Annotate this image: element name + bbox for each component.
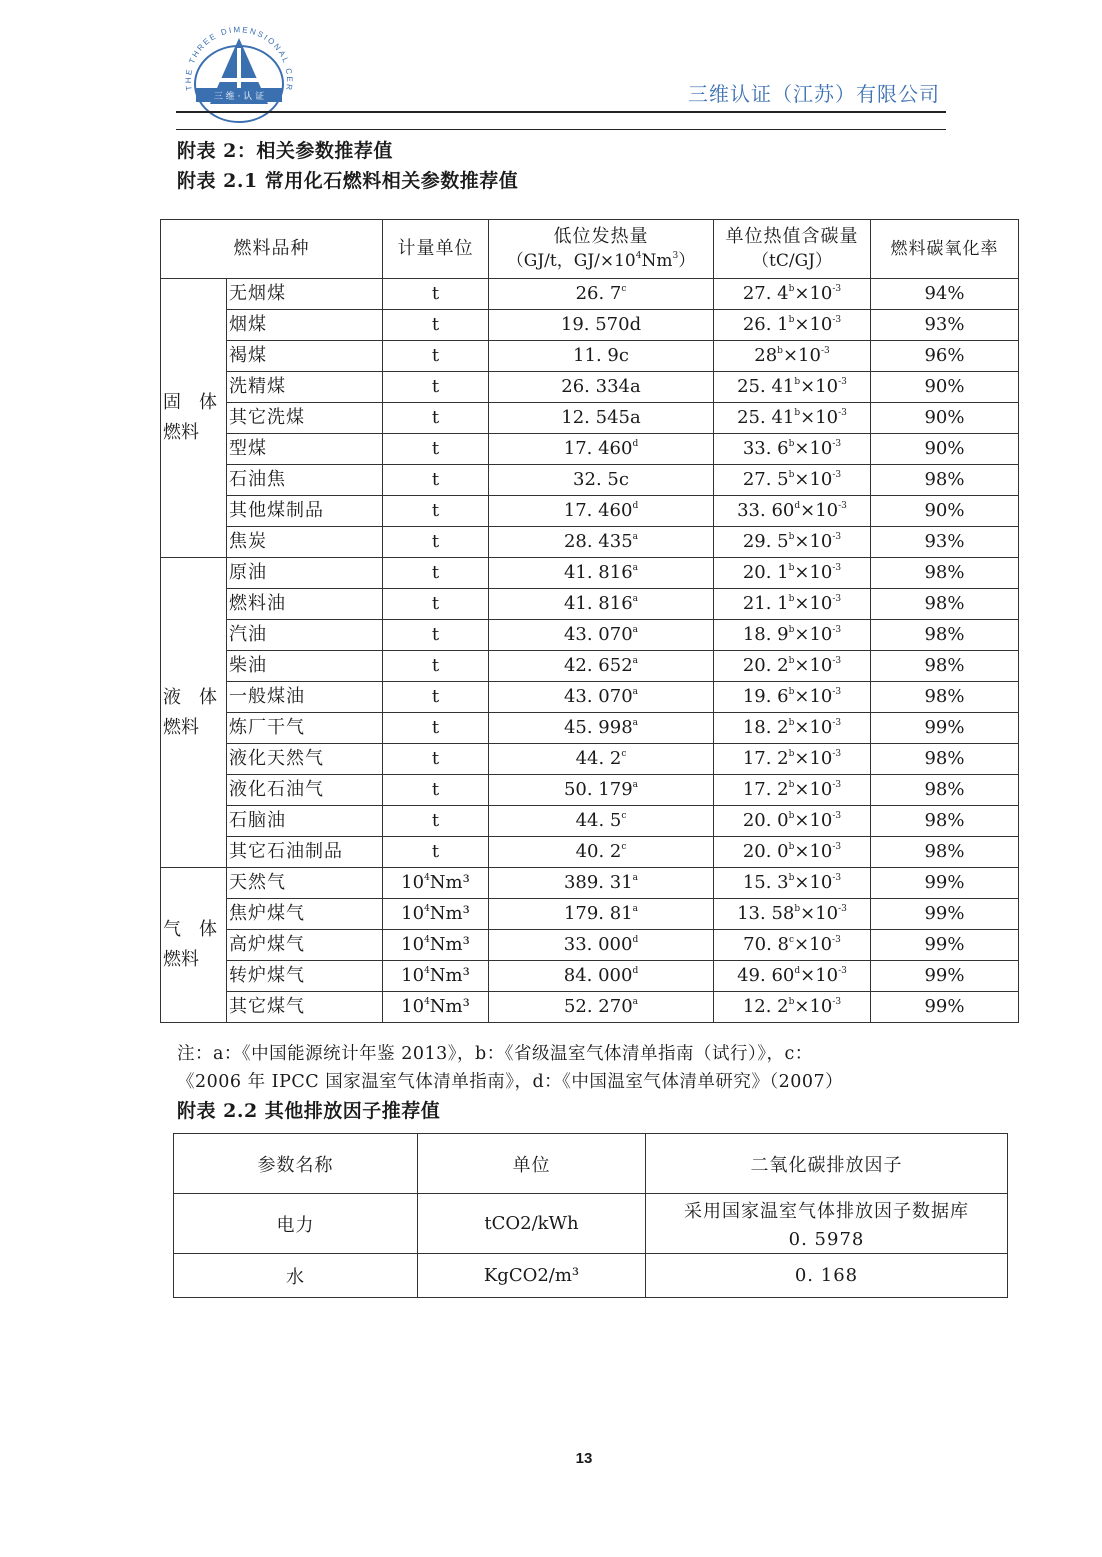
fuel-name: 其它煤气 [227, 992, 383, 1023]
header-cc-line2: （tC/GJ） [752, 251, 832, 271]
fuel-carbon-content: 19. $6^b\times 10^{-3}$ [714, 682, 871, 713]
fuel-oxidation-rate: 93% [871, 527, 1019, 558]
fuel-oxidation-rate: 90% [871, 403, 1019, 434]
fuel-ncv: 389. 31$^a$ [489, 868, 714, 899]
fuel-carbon-content: 70. $8^c\times 10^{-3}$ [714, 930, 871, 961]
fuel-unit: $10^4Nm^3$ [383, 868, 489, 899]
fuel-unit: $10^4Nm^3$ [383, 992, 489, 1023]
fuel-oxidation-rate: 99% [871, 868, 1019, 899]
fuel-name: 高炉煤气 [227, 930, 383, 961]
table-row [161, 961, 1019, 992]
table-row [161, 899, 1019, 930]
fuel-carbon-content: 20. $1^b\times 10^{-3}$ [714, 558, 871, 589]
table-row [161, 341, 1019, 372]
category-label-a: 固 体 [163, 392, 217, 413]
fuel-carbon-content: 33. $60^d\times 10^{-3}$ [714, 496, 871, 527]
fuel-ncv: 84. 000$^d$ [489, 961, 714, 992]
fuel-name: 烟煤 [227, 310, 383, 341]
header-ncv-line1: 低位发热量 [553, 226, 649, 247]
fuel-ncv: 44. 5$^c$ [489, 806, 714, 837]
fuel-ncv: 12. 545a [489, 403, 714, 434]
fuel-unit: t [383, 310, 489, 341]
fuel-name: 石脑油 [227, 806, 383, 837]
fuel-parameters-table [160, 219, 1019, 1023]
category-label-b: 燃料 [163, 949, 199, 970]
fuel-ncv: 40. 2$^c$ [489, 837, 714, 868]
note-line-1: 注：a：《中国能源统计年鉴 2013》，b：《省级温室气体清单指南（试行）》，c： [177, 1044, 813, 1064]
fuel-oxidation-rate: 98% [871, 775, 1019, 806]
table-row [161, 744, 1019, 775]
table-row [161, 434, 1019, 465]
fuel-oxidation-rate: 98% [871, 465, 1019, 496]
fuel-oxidation-rate: 99% [871, 899, 1019, 930]
fuel-oxidation-rate: 90% [871, 372, 1019, 403]
fuel-ncv: 43. 070$^a$ [489, 620, 714, 651]
t2-unit: tCO2/kWh [418, 1194, 646, 1254]
fuel-carbon-content: 25. $41^b\times 10^{-3}$ [714, 372, 871, 403]
t2-factor [646, 1194, 1008, 1254]
fuel-name: 洗精煤 [227, 372, 383, 403]
fuel-ncv: 28. 435$^a$ [489, 527, 714, 558]
fuel-carbon-content: 33. $6^b\times 10^{-3}$ [714, 434, 871, 465]
fuel-oxidation-rate: 98% [871, 744, 1019, 775]
table-row [161, 403, 1019, 434]
fuel-oxidation-rate: 99% [871, 961, 1019, 992]
fuel-carbon-content: 18. $9^b\times 10^{-3}$ [714, 620, 871, 651]
header-carbon-content [714, 220, 871, 279]
fuel-carbon-content: 13. $58^b\times 10^{-3}$ [714, 899, 871, 930]
fuel-name: 液化石油气 [227, 775, 383, 806]
logo-arc-text: THE THREE DIMENSIONAL CER [183, 25, 295, 93]
appendix-2-1-heading: 附表 2.1 常用化石燃料相关参数推荐值 [177, 170, 519, 192]
fuel-oxidation-rate: 99% [871, 992, 1019, 1023]
fuel-oxidation-rate: 94% [871, 279, 1019, 310]
t2-unit: KgCO2/m³ [418, 1254, 646, 1298]
fuel-unit: $10^4Nm^3$ [383, 961, 489, 992]
fuel-oxidation-rate: 99% [871, 930, 1019, 961]
table-row [161, 372, 1019, 403]
fuel-ncv: 26. 334a [489, 372, 714, 403]
table-row [161, 279, 1019, 310]
fuel-name: 原油 [227, 558, 383, 589]
table-row [161, 527, 1019, 558]
fuel-unit: t [383, 403, 489, 434]
fuel-carbon-content: 18. $2^b\times 10^{-3}$ [714, 713, 871, 744]
fuel-unit: t [383, 744, 489, 775]
fuel-unit: t [383, 558, 489, 589]
table-row [161, 496, 1019, 527]
fuel-name: 型煤 [227, 434, 383, 465]
fuel-ncv: 45. 998$^a$ [489, 713, 714, 744]
fuel-unit: t [383, 620, 489, 651]
table-header-row [161, 220, 1019, 279]
fuel-carbon-content: 17. $2^b\times 10^{-3}$ [714, 744, 871, 775]
fuel-carbon-content: 17. $2^b\times 10^{-3}$ [714, 775, 871, 806]
fuel-oxidation-rate: 98% [871, 589, 1019, 620]
fuel-name: 褐煤 [227, 341, 383, 372]
logo-cn-text: 三 维 · 认 证 [213, 92, 265, 102]
header-ncv-line2: （GJ/t，$GJ/\times 10^4Nm^3$） [506, 251, 696, 271]
header-unit: 计量单位 [383, 220, 489, 279]
fuel-name: 其它洗煤 [227, 403, 383, 434]
fuel-category [161, 868, 227, 1023]
fuel-carbon-content: 29. $5^b\times 10^{-3}$ [714, 527, 871, 558]
fuel-name: 天然气 [227, 868, 383, 899]
fuel-name: 其它石油制品 [227, 837, 383, 868]
appendix-2-2-heading: 附表 2.2 其他排放因子推荐值 [177, 1100, 441, 1122]
fuel-ncv: 17. 460$^d$ [489, 496, 714, 527]
fuel-unit: t [383, 775, 489, 806]
category-label-a: 气 体 [163, 919, 217, 940]
fuel-unit: t [383, 341, 489, 372]
fuel-unit: t [383, 496, 489, 527]
header-oxidation-rate: 燃料碳氧化率 [871, 220, 1019, 279]
fuel-ncv: 33. 000$^d$ [489, 930, 714, 961]
fuel-carbon-content: 12. $2^b\times 10^{-3}$ [714, 992, 871, 1023]
table-row [161, 930, 1019, 961]
table2-header-row [174, 1134, 1008, 1194]
fuel-name: 一般煤油 [227, 682, 383, 713]
fuel-unit: t [383, 713, 489, 744]
table-row [161, 868, 1019, 899]
fuel-oxidation-rate: 99% [871, 713, 1019, 744]
fuel-carbon-content: 49. $60^d\times 10^{-3}$ [714, 961, 871, 992]
fuel-carbon-content: 27. $4^b\times 10^{-3}$ [714, 279, 871, 310]
header-fuel: 燃料品种 [161, 220, 383, 279]
fuel-carbon-content: 27. $5^b\times 10^{-3}$ [714, 465, 871, 496]
t2-factor-line2: 0. 5978 [788, 1229, 865, 1250]
fuel-ncv: 32. 5c [489, 465, 714, 496]
fuel-ncv: 26. 7$^c$ [489, 279, 714, 310]
fuel-oxidation-rate: 93% [871, 310, 1019, 341]
fuel-oxidation-rate: 90% [871, 434, 1019, 465]
t2-header-param: 参数名称 [174, 1134, 418, 1194]
header-ncv [489, 220, 714, 279]
table-row [161, 620, 1019, 651]
fuel-oxidation-rate: 96% [871, 341, 1019, 372]
t2-header-unit: 单位 [418, 1134, 646, 1194]
fuel-oxidation-rate: 90% [871, 496, 1019, 527]
fuel-unit: t [383, 465, 489, 496]
table-row [174, 1254, 1008, 1298]
t2-param: 水 [174, 1254, 418, 1298]
fuel-unit: t [383, 682, 489, 713]
fuel-ncv: 17. 460$^d$ [489, 434, 714, 465]
fuel-ncv: 41. 816$^a$ [489, 558, 714, 589]
table-row [161, 713, 1019, 744]
fuel-category [161, 279, 227, 558]
fuel-carbon-content: 25. $41^b\times 10^{-3}$ [714, 403, 871, 434]
category-label-b: 燃料 [163, 716, 199, 738]
fuel-ncv: 42. 652$^a$ [489, 651, 714, 682]
fuel-unit: t [383, 651, 489, 682]
t2-factor: 0. 168 [646, 1254, 1008, 1298]
company-name: 三维认证（江苏）有限公司 [688, 82, 940, 106]
header-cc-line1: 单位热值含碳量 [725, 226, 859, 247]
fuel-oxidation-rate: 98% [871, 651, 1019, 682]
fuel-carbon-content: 20. $2^b\times 10^{-3}$ [714, 651, 871, 682]
fuel-name: 其他煤制品 [227, 496, 383, 527]
table-row [161, 682, 1019, 713]
fuel-ncv: 11. 9c [489, 341, 714, 372]
fuel-name: 液化天然气 [227, 744, 383, 775]
fuel-name: 石油焦 [227, 465, 383, 496]
fuel-carbon-content: 15. $3^b\times 10^{-3}$ [714, 868, 871, 899]
fuel-ncv: 19. 570d [489, 310, 714, 341]
fuel-unit: t [383, 434, 489, 465]
category-label-b: 燃料 [163, 422, 199, 443]
table-row [161, 589, 1019, 620]
fuel-name: 无烟煤 [227, 279, 383, 310]
note-line-2: 《2006 年 IPCC 国家温室气体清单指南》，d：《中国温室气体清单研究》（2007） [177, 1072, 844, 1092]
fuel-oxidation-rate: 98% [871, 558, 1019, 589]
other-emission-factors-table [173, 1133, 1008, 1298]
fuel-unit: t [383, 806, 489, 837]
table-row [161, 806, 1019, 837]
fuel-ncv: 44. 2$^c$ [489, 744, 714, 775]
fuel-name: 焦炉煤气 [227, 899, 383, 930]
t2-param: 电力 [174, 1194, 418, 1254]
fuel-carbon-content: 20. $0^b\times 10^{-3}$ [714, 806, 871, 837]
fuel-name: 炼厂干气 [227, 713, 383, 744]
fuel-ncv: 41. 816$^a$ [489, 589, 714, 620]
fuel-oxidation-rate: 98% [871, 837, 1019, 868]
t2-header-factor: 二氧化碳排放因子 [646, 1134, 1008, 1194]
table-row [161, 775, 1019, 806]
table-row [161, 558, 1019, 589]
table-row [161, 310, 1019, 341]
fuel-unit: t [383, 527, 489, 558]
t2-factor-line1: 采用国家温室气体排放因子数据库 [684, 1201, 969, 1222]
table-row [161, 651, 1019, 682]
fuel-oxidation-rate: 98% [871, 620, 1019, 651]
appendix-2-heading: 附表 2：相关参数推荐值 [177, 140, 393, 162]
fuel-name: 焦炭 [227, 527, 383, 558]
fuel-carbon-content: 21. $1^b\times 10^{-3}$ [714, 589, 871, 620]
fuel-name: 转炉煤气 [227, 961, 383, 992]
fuel-unit: t [383, 837, 489, 868]
fuel-ncv: 50. 179$^a$ [489, 775, 714, 806]
fuel-name: 燃料油 [227, 589, 383, 620]
fuel-category [161, 558, 227, 868]
fuel-unit: $10^4Nm^3$ [383, 930, 489, 961]
page-number: 13 [575, 1450, 593, 1467]
fuel-oxidation-rate: 98% [871, 682, 1019, 713]
fuel-ncv: 52. 270$^a$ [489, 992, 714, 1023]
table-row [161, 992, 1019, 1023]
fuel-name: 汽油 [227, 620, 383, 651]
header-rule-thin [176, 129, 946, 130]
fuel-carbon-content: 26. $1^b\times 10^{-3}$ [714, 310, 871, 341]
fuel-carbon-content: 20. $0^b\times 10^{-3}$ [714, 837, 871, 868]
fuel-oxidation-rate: 98% [871, 806, 1019, 837]
category-label-a: 液 体 [163, 686, 217, 708]
table-row [161, 465, 1019, 496]
table-row [174, 1194, 1008, 1254]
fuel-ncv: 179. 81$^a$ [489, 899, 714, 930]
fuel-unit: t [383, 589, 489, 620]
fuel-unit: t [383, 372, 489, 403]
fuel-unit: $10^4Nm^3$ [383, 899, 489, 930]
header-rule [176, 111, 946, 113]
fuel-unit: t [383, 279, 489, 310]
fuel-name: 柴油 [227, 651, 383, 682]
table-row [161, 837, 1019, 868]
fuel-ncv: 43. 070$^a$ [489, 682, 714, 713]
fuel-carbon-content: $28^b\times 10^{-3}$ [714, 341, 871, 372]
